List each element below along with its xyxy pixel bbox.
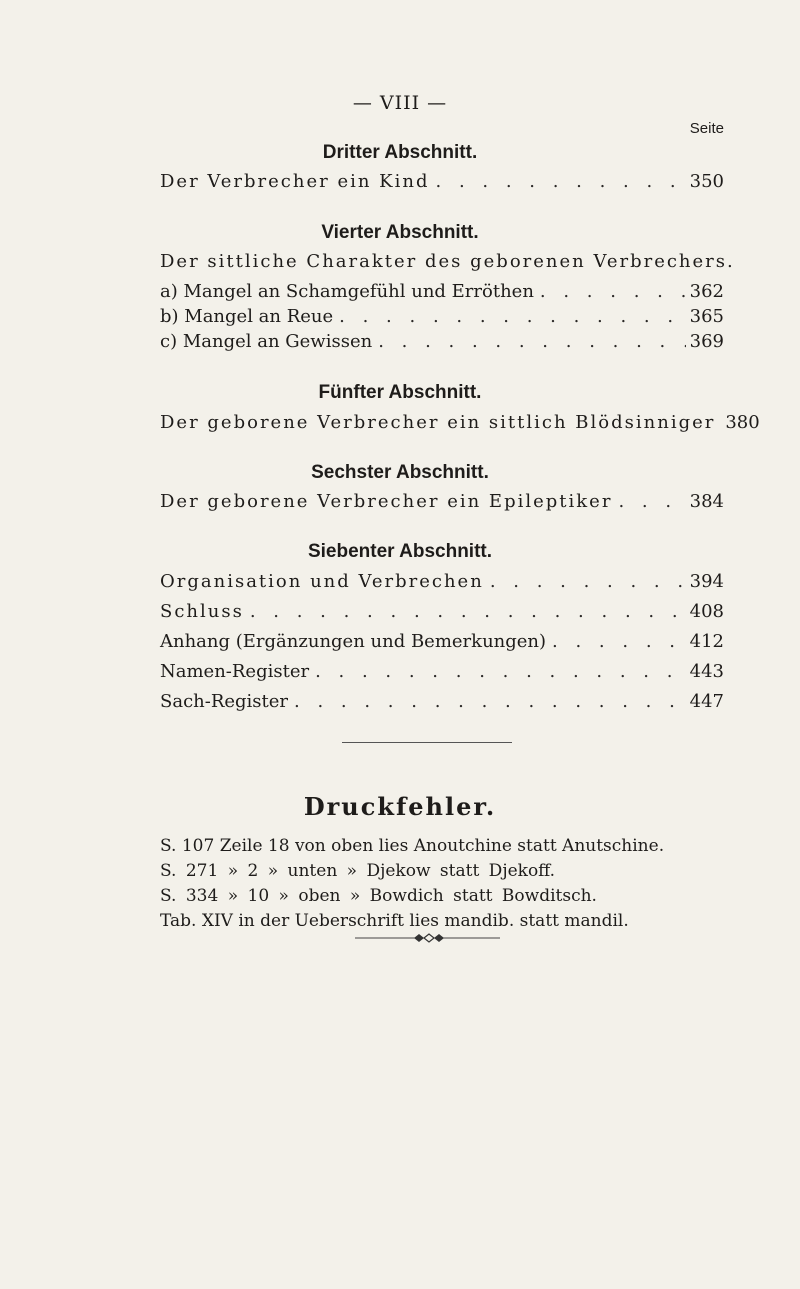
toc-entry-page: 350 [689,171,724,192]
toc-entry [160,691,724,717]
toc-entry [160,281,724,307]
toc-entry [160,661,724,687]
toc-entry [160,571,724,597]
page-column-label: Seite [689,120,724,137]
toc-entry [160,491,724,517]
toc-entry-page: 412 [689,631,724,652]
toc-entry-page: 443 [689,661,724,682]
leader-dots [288,691,686,712]
toc-entry-page: 365 [689,306,724,327]
toc-entry-page: 362 [689,281,724,302]
leader-dots [309,661,686,682]
toc-entry-title: a) Mangel an Schamgefühl und Erröthen [160,281,534,302]
leader-dots [430,171,686,192]
toc-entry-title: Sach-Register [160,691,289,712]
leader-dots [244,601,686,622]
ornament-divider-icon [0,932,800,944]
section-heading: Fünfter Abschnitt. [318,382,482,403]
toc-entry [160,331,724,357]
errata-line: Tab. XIV in der Ueberschrift lies mandib. statt mandil. [160,911,629,931]
leader-dots [612,491,685,512]
toc-entry-page: 447 [689,691,724,712]
separator-rule [342,742,512,743]
leader-dots [484,571,686,592]
section-heading: Sechster Abschnitt. [311,462,489,483]
toc-entry [160,171,724,197]
toc-entry-page: 394 [689,571,724,592]
toc-entry-page: 380 [725,412,760,433]
errata-line: S. 334 » 10 » oben » Bowdich statt Bowditsch. [160,886,597,906]
leader-dots [534,281,686,302]
errata-title: Druckfehler. [303,792,497,821]
toc-entry-page: 369 [689,331,724,352]
toc-entry [160,631,724,657]
toc-entry [160,412,760,438]
toc-entry-page: 408 [689,601,724,622]
toc-entry-title: Organisation und Verbrechen [160,571,484,592]
leader-dots [372,331,685,352]
toc-entry-title: Der geborene Verbrecher ein sittlich Blödsinniger [160,412,716,433]
section-heading: Vierter Abschnitt. [321,222,479,243]
toc-entry-title: b) Mangel an Reue [160,306,334,327]
toc-entry-title: Der geborene Verbrecher ein Epileptiker [160,491,613,512]
leader-dots [546,631,686,652]
errata-line: S. 271 » 2 » unten » Djekow statt Djekoff. [160,861,556,881]
toc-entry [160,306,724,332]
toc-entry-page: 384 [689,491,724,512]
toc-entry-title: Anhang (Ergänzungen und Bemerkungen) [160,631,547,652]
toc-entry [160,601,724,627]
section-heading: Siebenter Abschnitt. [307,541,493,562]
errata-line: S. 107 Zeile 18 von oben lies Anoutchine statt Anutschine. [160,836,665,856]
leader-dots [333,306,685,327]
toc-entry-title: Schluss [160,601,244,622]
toc-entry-title: Der Verbrecher ein Kind [160,171,430,192]
toc-entry-title: c) Mangel an Gewissen [160,331,373,352]
section-intro: Der sittliche Charakter des geborenen Verbrechers. [160,251,735,272]
page-number: — VIII — [352,92,448,114]
section-heading: Dritter Abschnitt. [322,142,478,163]
toc-entry-title: Namen-Register [160,661,310,682]
